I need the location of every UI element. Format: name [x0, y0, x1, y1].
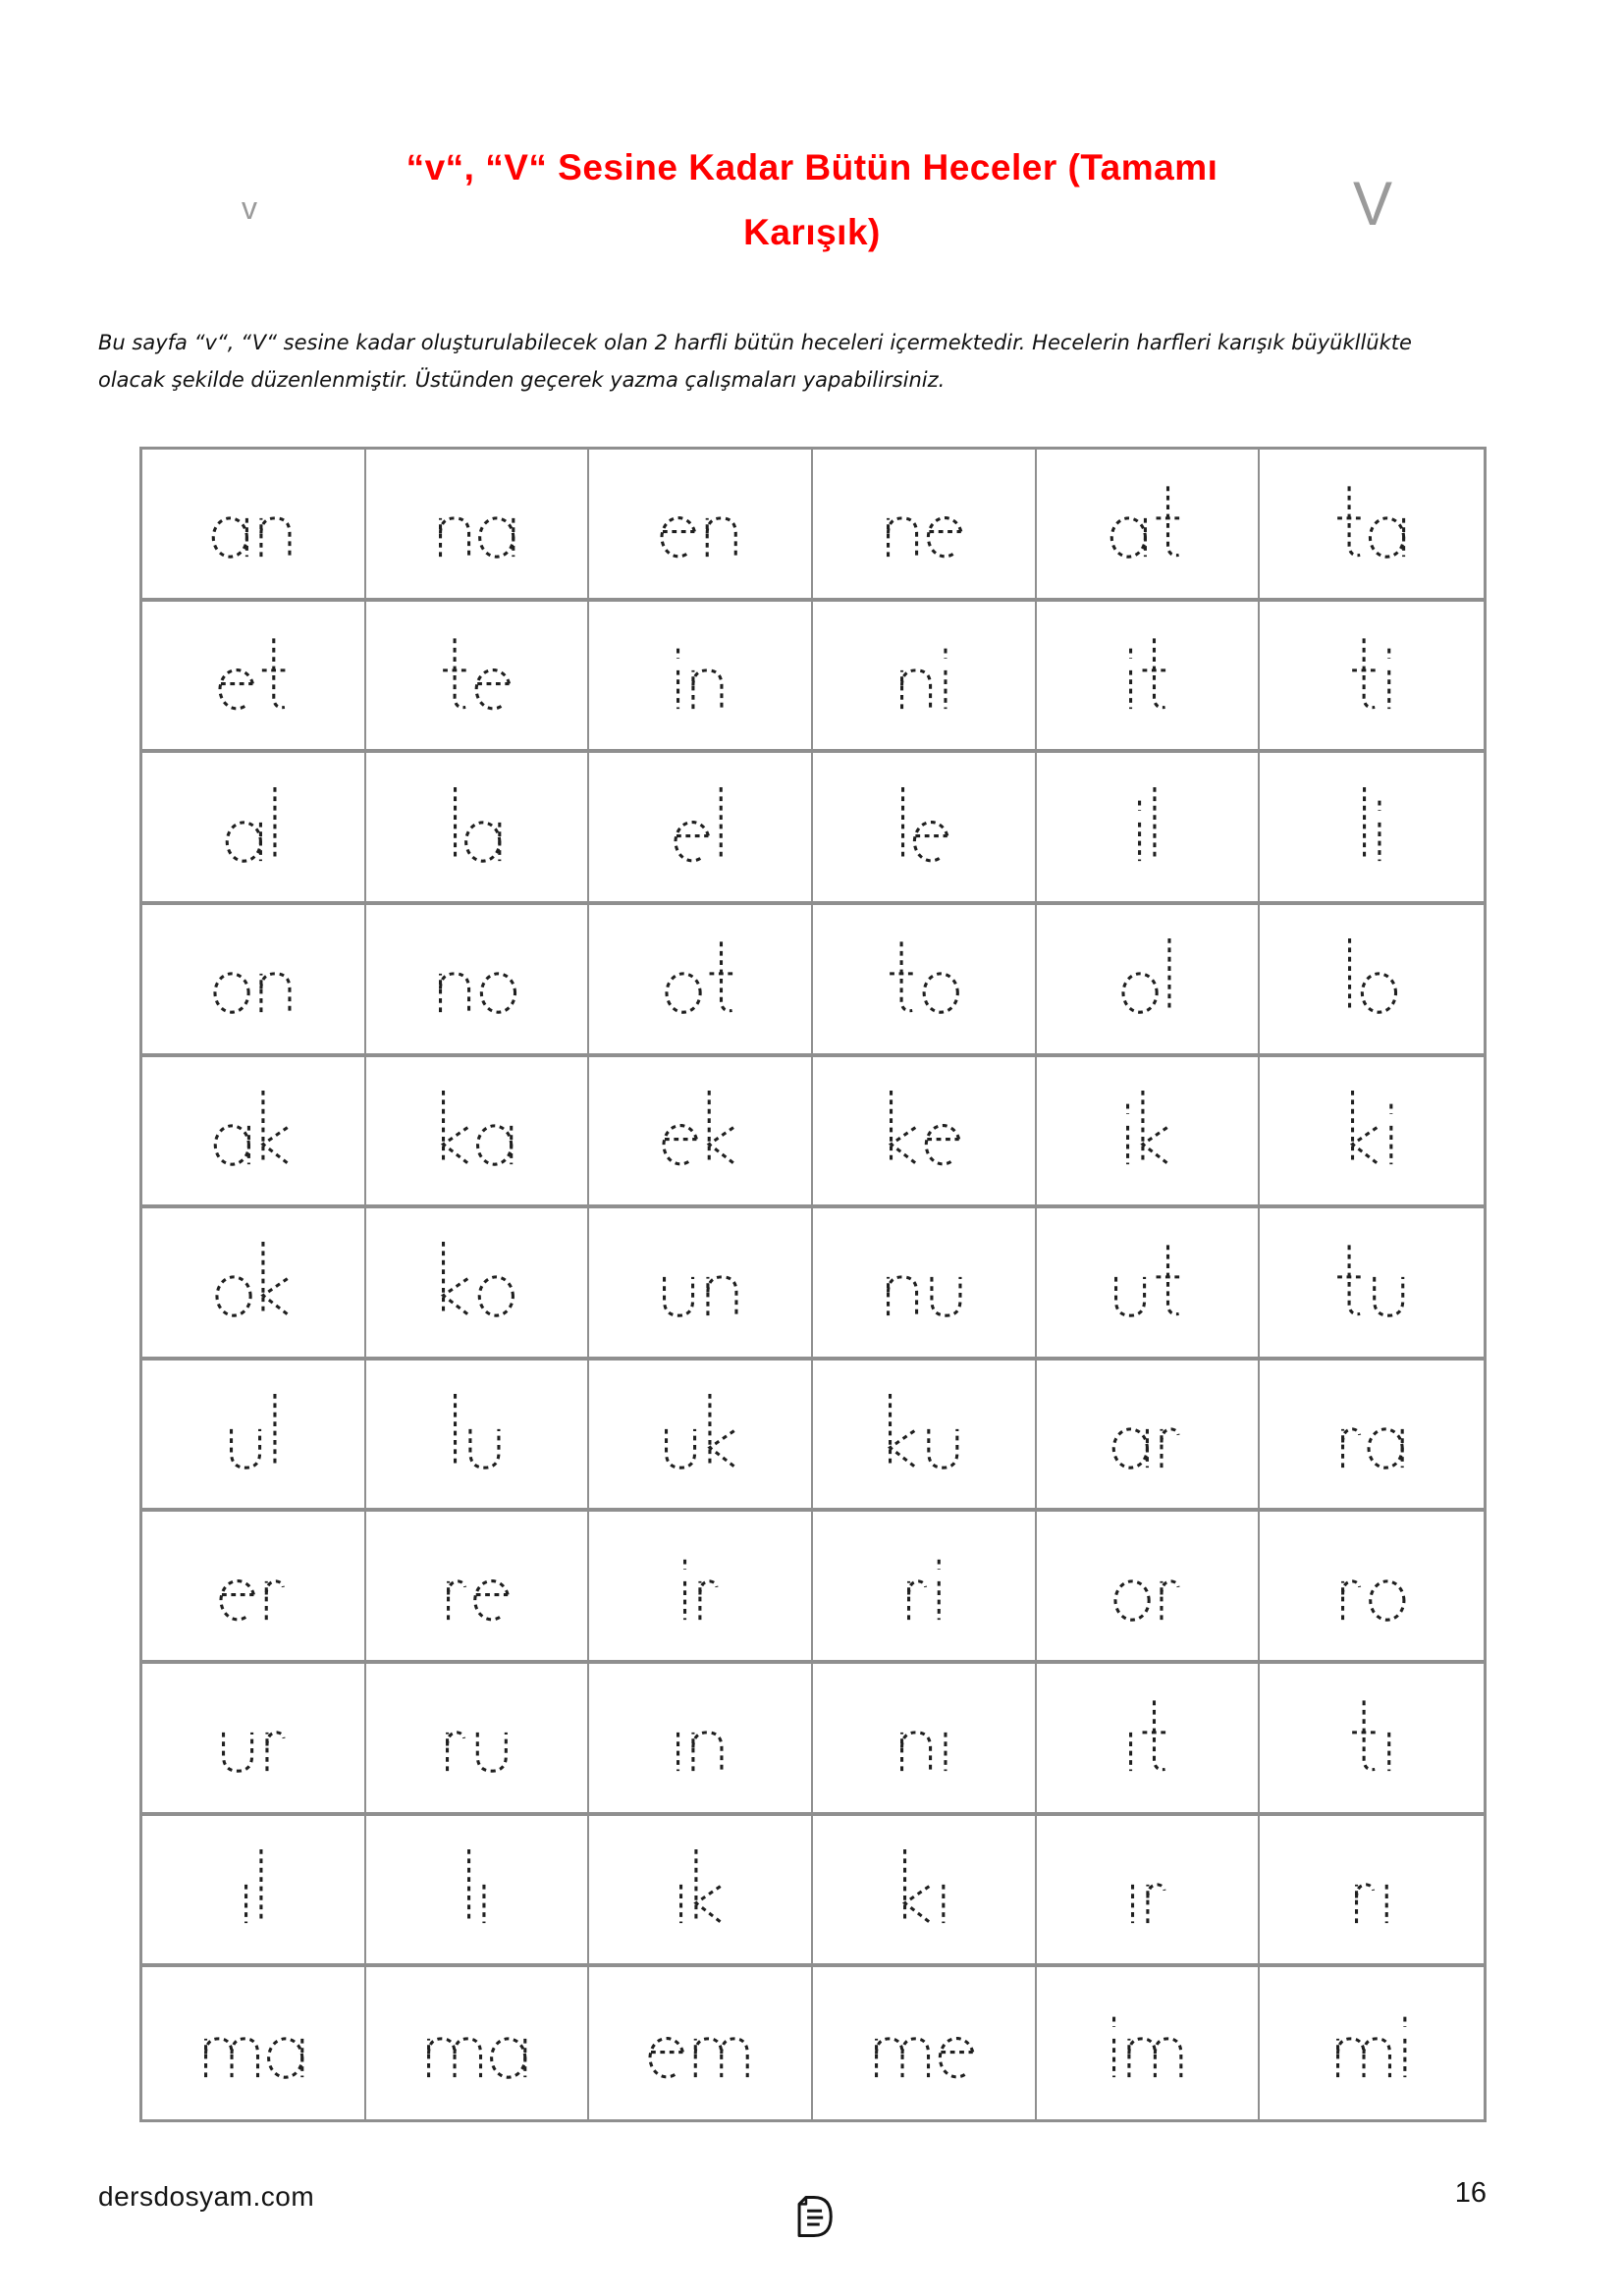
trace-cell	[589, 1208, 813, 1361]
trace-cell	[366, 602, 590, 754]
trace-syllable	[1110, 1546, 1185, 1627]
trace-syllable	[1122, 635, 1172, 716]
trace-syllable	[215, 635, 293, 716]
trace-syllable	[894, 787, 953, 868]
trace-cell	[142, 602, 366, 754]
trace-syllable	[1334, 1546, 1410, 1627]
trace-cell	[1037, 1816, 1261, 1968]
trace-cell	[589, 1057, 813, 1209]
trace-cell	[142, 1057, 366, 1209]
trace-syllable	[882, 1394, 965, 1474]
trace-syllable	[209, 483, 298, 563]
trace-syllable	[1347, 635, 1397, 716]
trace-syllable	[645, 2003, 756, 2084]
trace-cell	[366, 1816, 590, 1968]
corner-letter-small-v: v	[242, 190, 257, 226]
trace-cell	[1037, 1664, 1261, 1816]
trace-cell	[589, 1512, 813, 1664]
trace-cell	[366, 1664, 590, 1816]
trace-cell	[142, 1967, 366, 2119]
trace-syllable	[677, 1546, 724, 1627]
trace-syllable	[657, 483, 744, 563]
trace-cell	[142, 753, 366, 905]
trace-syllable	[223, 787, 284, 868]
trace-syllable	[893, 1697, 954, 1778]
trace-cell	[1260, 905, 1484, 1057]
trace-cell	[1260, 1057, 1484, 1209]
trace-cell	[1037, 450, 1261, 602]
trace-syllable	[880, 1242, 969, 1322]
trace-cell	[366, 1057, 590, 1209]
trace-syllable	[1341, 938, 1402, 1019]
trace-cell	[366, 905, 590, 1057]
trace-cell	[813, 450, 1037, 602]
trace-cell	[1260, 1512, 1484, 1664]
trace-cell	[813, 1512, 1037, 1664]
trace-cell	[142, 1512, 366, 1664]
trace-syllable	[893, 635, 954, 716]
trace-cell	[813, 1208, 1037, 1361]
trace-syllable	[880, 483, 967, 563]
trace-syllable	[432, 938, 521, 1019]
trace-syllable	[659, 1091, 741, 1171]
trace-cell	[1260, 1664, 1484, 1816]
page-description: Bu sayfa “v“, “V“ sesine kadar oluşturulabilecek olan 2 harfli bütün heceleri içermektedir. Hecelerin harfleri karışık büyükllükte olacak şekilde düzenlenmiştir. Üstünden geçerek yazma çalışmaları yapabilirsiniz.	[98, 331, 1412, 392]
trace-cell	[813, 1816, 1037, 1968]
trace-cell	[1260, 1816, 1484, 1968]
trace-cell	[142, 1208, 366, 1361]
trace-cell	[1260, 602, 1484, 754]
trace-syllable	[209, 938, 298, 1019]
trace-cell	[589, 1967, 813, 2119]
trace-cell	[366, 450, 590, 602]
trace-syllable	[1124, 1849, 1171, 1930]
trace-syllable	[1108, 483, 1186, 563]
trace-syllable	[447, 787, 508, 868]
trace-syllable	[656, 1242, 745, 1322]
trace-syllable	[1344, 1091, 1399, 1171]
page-title-line1: “v“, “V“ Sesine Kadar Bütün Heceler (Tamamı	[406, 147, 1218, 187]
trace-syllable	[197, 2003, 310, 2084]
trace-syllable	[438, 635, 515, 716]
trace-cell	[589, 1361, 813, 1513]
trace-syllable	[215, 1697, 291, 1778]
trace-syllable	[658, 1394, 741, 1474]
trace-cell	[813, 753, 1037, 905]
trace-syllable	[883, 1091, 965, 1171]
document-icon	[791, 2195, 837, 2238]
trace-cell	[366, 753, 590, 905]
trace-syllable	[440, 1546, 514, 1627]
trace-cell	[813, 602, 1037, 754]
trace-cell	[366, 1967, 590, 2119]
trace-cell	[142, 450, 366, 602]
trace-cell	[1260, 1208, 1484, 1361]
trace-cell	[1037, 1057, 1261, 1209]
trace-cell	[589, 1816, 813, 1968]
trace-syllable	[1122, 1697, 1172, 1778]
trace-syllable	[460, 1849, 493, 1930]
trace-cell	[1037, 1361, 1261, 1513]
trace-cell	[142, 1361, 366, 1513]
trace-syllable	[216, 1546, 290, 1627]
trace-cell	[1260, 1361, 1484, 1513]
trace-cell	[1260, 1967, 1484, 2119]
trace-syllable	[670, 1697, 731, 1778]
trace-cell	[1260, 450, 1484, 602]
trace-cell	[142, 905, 366, 1057]
trace-cell	[813, 1664, 1037, 1816]
trace-syllable	[1329, 2003, 1413, 2084]
trace-syllable	[896, 1849, 951, 1930]
trace-syllable	[238, 1849, 270, 1930]
trace-syllable	[223, 1394, 284, 1474]
trace-syllable	[1347, 1697, 1397, 1778]
trace-syllable	[1106, 2003, 1189, 2084]
page-title	[0, 135, 1624, 265]
trace-cell	[813, 1057, 1037, 1209]
trace-syllable	[1332, 483, 1411, 563]
trace-syllable	[671, 787, 730, 868]
trace-grid	[139, 447, 1487, 2122]
trace-syllable	[1110, 1394, 1185, 1474]
trace-cell	[142, 1816, 366, 1968]
trace-syllable	[868, 2003, 979, 2084]
trace-syllable	[1117, 938, 1178, 1019]
trace-syllable	[439, 1697, 514, 1778]
trace-cell	[366, 1361, 590, 1513]
trace-cell	[366, 1512, 590, 1664]
footer-page-number: 16	[1454, 2177, 1487, 2209]
trace-syllable	[885, 938, 963, 1019]
trace-syllable	[670, 635, 731, 716]
trace-syllable	[420, 2003, 533, 2084]
trace-cell	[813, 1967, 1037, 2119]
trace-syllable	[1334, 1394, 1410, 1474]
trace-syllable	[661, 938, 739, 1019]
trace-syllable	[435, 1091, 518, 1171]
trace-syllable	[211, 1091, 295, 1171]
trace-cell	[589, 753, 813, 905]
trace-syllable	[1108, 1242, 1186, 1322]
trace-cell	[589, 905, 813, 1057]
trace-cell	[589, 1664, 813, 1816]
trace-cell	[813, 1361, 1037, 1513]
trace-cell	[1037, 1967, 1261, 2119]
trace-syllable	[1332, 1242, 1411, 1322]
corner-letter-large-v: V	[1353, 169, 1393, 239]
trace-cell	[366, 1208, 590, 1361]
trace-syllable	[211, 1242, 295, 1322]
trace-syllable	[1119, 1091, 1174, 1171]
trace-cell	[589, 602, 813, 754]
page-title-line2: Karışık)	[743, 212, 881, 252]
trace-syllable	[1348, 1849, 1395, 1930]
trace-cell	[589, 450, 813, 602]
trace-cell	[1037, 753, 1261, 905]
trace-syllable	[1131, 787, 1164, 868]
trace-cell	[1260, 753, 1484, 905]
trace-cell	[142, 1664, 366, 1816]
trace-cell	[1037, 602, 1261, 754]
trace-syllable	[435, 1242, 518, 1322]
trace-syllable	[432, 483, 521, 563]
trace-syllable	[900, 1546, 947, 1627]
trace-cell	[1037, 1208, 1261, 1361]
trace-syllable	[673, 1849, 728, 1930]
trace-cell	[1037, 1512, 1261, 1664]
footer-website: dersdosyam.com	[98, 2181, 315, 2212]
trace-syllable	[447, 1394, 508, 1474]
trace-cell	[813, 905, 1037, 1057]
trace-cell	[1037, 905, 1261, 1057]
trace-syllable	[1356, 787, 1388, 868]
